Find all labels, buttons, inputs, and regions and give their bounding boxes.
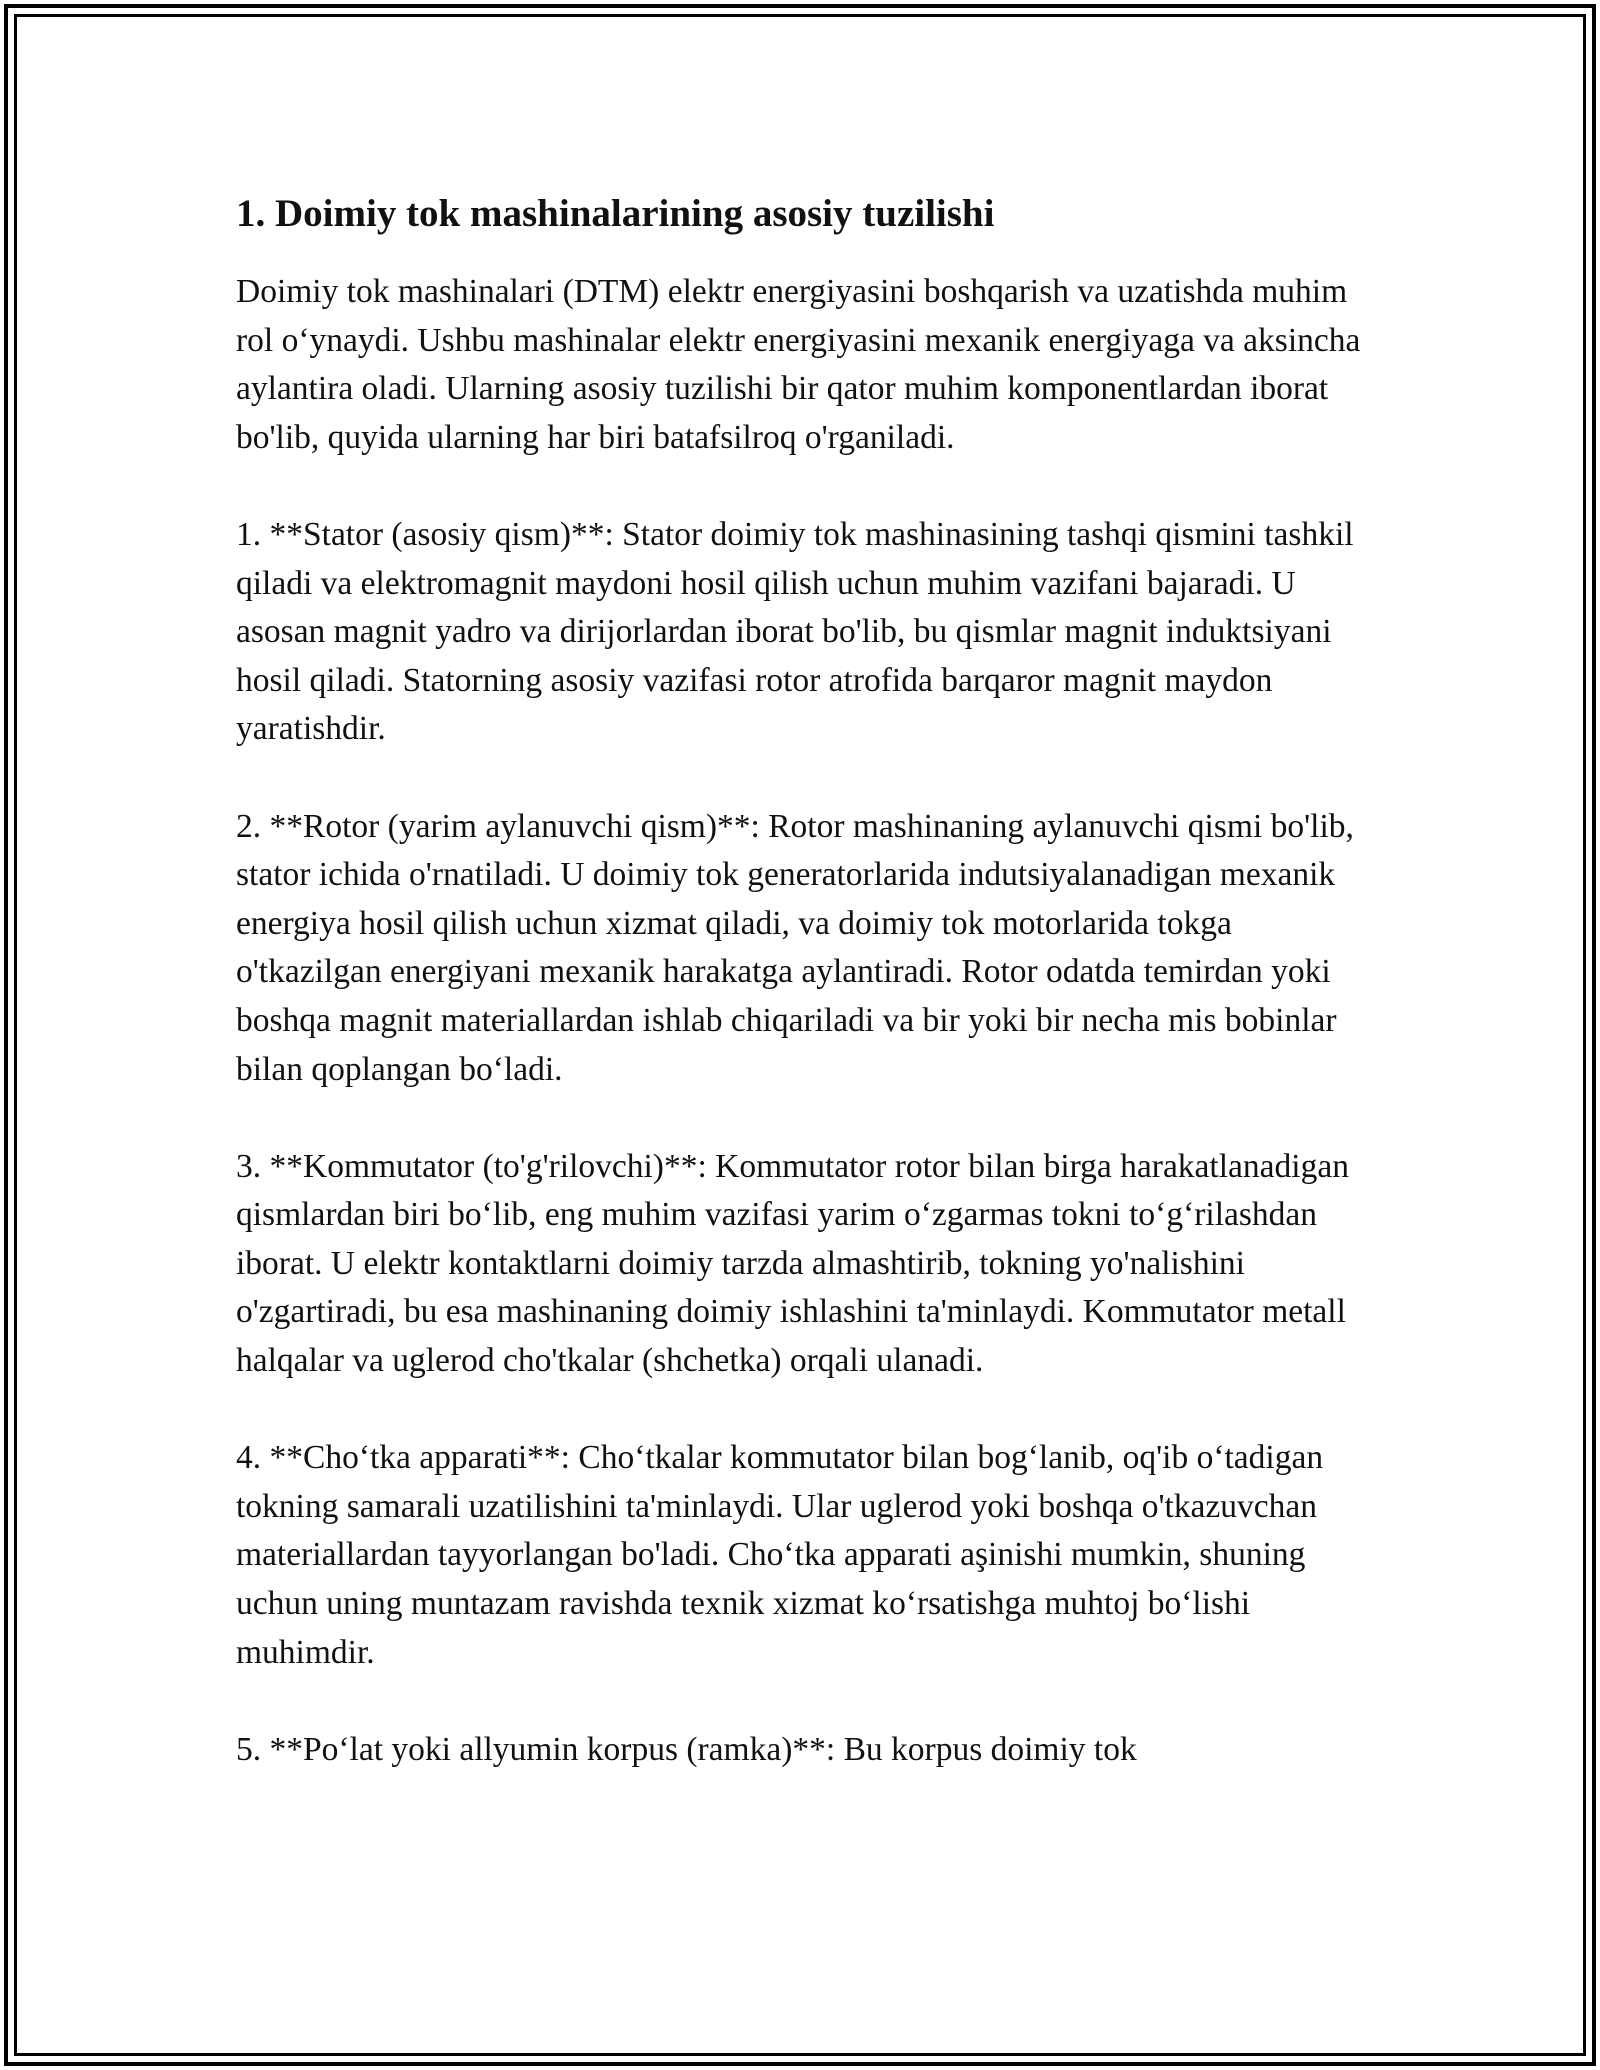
- rotor-paragraph: 2. **Rotor (yarim aylanuvchi qism)**: Rotor mashinaning aylanuvchi qismi bo'lib, stator ichida o'rnatiladi. U doimiy tok generatorlarida indutsiyalanadigan mexanik energiya hosil qilish uchun xizmat qiladi, va doimiy tok motorlarida tokga o'tkazilgan energiyani mexanik harakatga aylantiradi. Rotor odatda temirdan yoki boshqa magnit materiallardan ishlab chiqariladi va bir yoki bir necha mis bobinlar bilan qoplangan bo‘ladi.: [236, 807, 1354, 1088]
- document-title: 1. Doimiy tok mashinalarining asosiy tuzilishi: [236, 192, 995, 235]
- housing-paragraph: 5. **Po‘lat yoki allyumin korpus (ramka)**: Bu korpus doimiy tok: [236, 1730, 1137, 1768]
- commutator-paragraph: 3. **Kommutator (to'g'rilovchi)**: Kommutator rotor bilan birga harakatlanadigan qismlardan biri bo‘lib, eng muhim vazifasi yarim o‘zgarmas tokni to‘g‘rilashdan iborat. U elektr kontaktlarni doimiy tarzda almashtirib, tokning yo'nalishini o'zgartiradi, bu esa mashinaning doimiy ishlashini ta'minlaydi. Kommutator metall halqalar va uglerod cho'tkalar (shchetka) orqali ulanadi.: [236, 1147, 1349, 1380]
- intro-paragraph: Doimiy tok mashinalari (DTM) elektr energiyasini boshqarish va uzatishda muhim rol o‘ynaydi. Ushbu mashinalar elektr energiyasini mexanik energiyaga va aksincha aylantira oladi. Ularning asosiy tuzilishi bir qator muhim komponentlardan iborat bo'lib, quyida ularning har biri batafsilroq o'rganiladi.: [236, 273, 1361, 456]
- stator-paragraph: 1. **Stator (asosiy qism)**: Stator doimiy tok mashinasining tashqi qismini tashkil qiladi va elektromagnit maydoni hosil qilish uchun muhim vazifani bajaradi. U asosan magnit yadro va dirijorlardan iborat bo'lib, bu qismlar magnit induktsiyani hosil qiladi. Statorning asosiy vazifasi rotor atrofida barqaror magnit maydon yaratishdir.: [236, 515, 1354, 748]
- document-body: [236, 186, 1371, 1823]
- brush-apparatus-paragraph: 4. **Cho‘tka apparati**: Cho‘tkalar kommutator bilan bog‘lanib, oq'ib o‘tadigan tokning samarali uzatilishini ta'minlaydi. Ular uglerod yoki boshqa o'tkazuvchan materiallardan tayyorlangan bo'ladi. Cho‘tka apparati aşinishi mumkin, shuning uchun uning muntazam ravishda texnik xizmat ko‘rsatishga muhtoj bo‘lishi muhimdir.: [236, 1439, 1324, 1671]
